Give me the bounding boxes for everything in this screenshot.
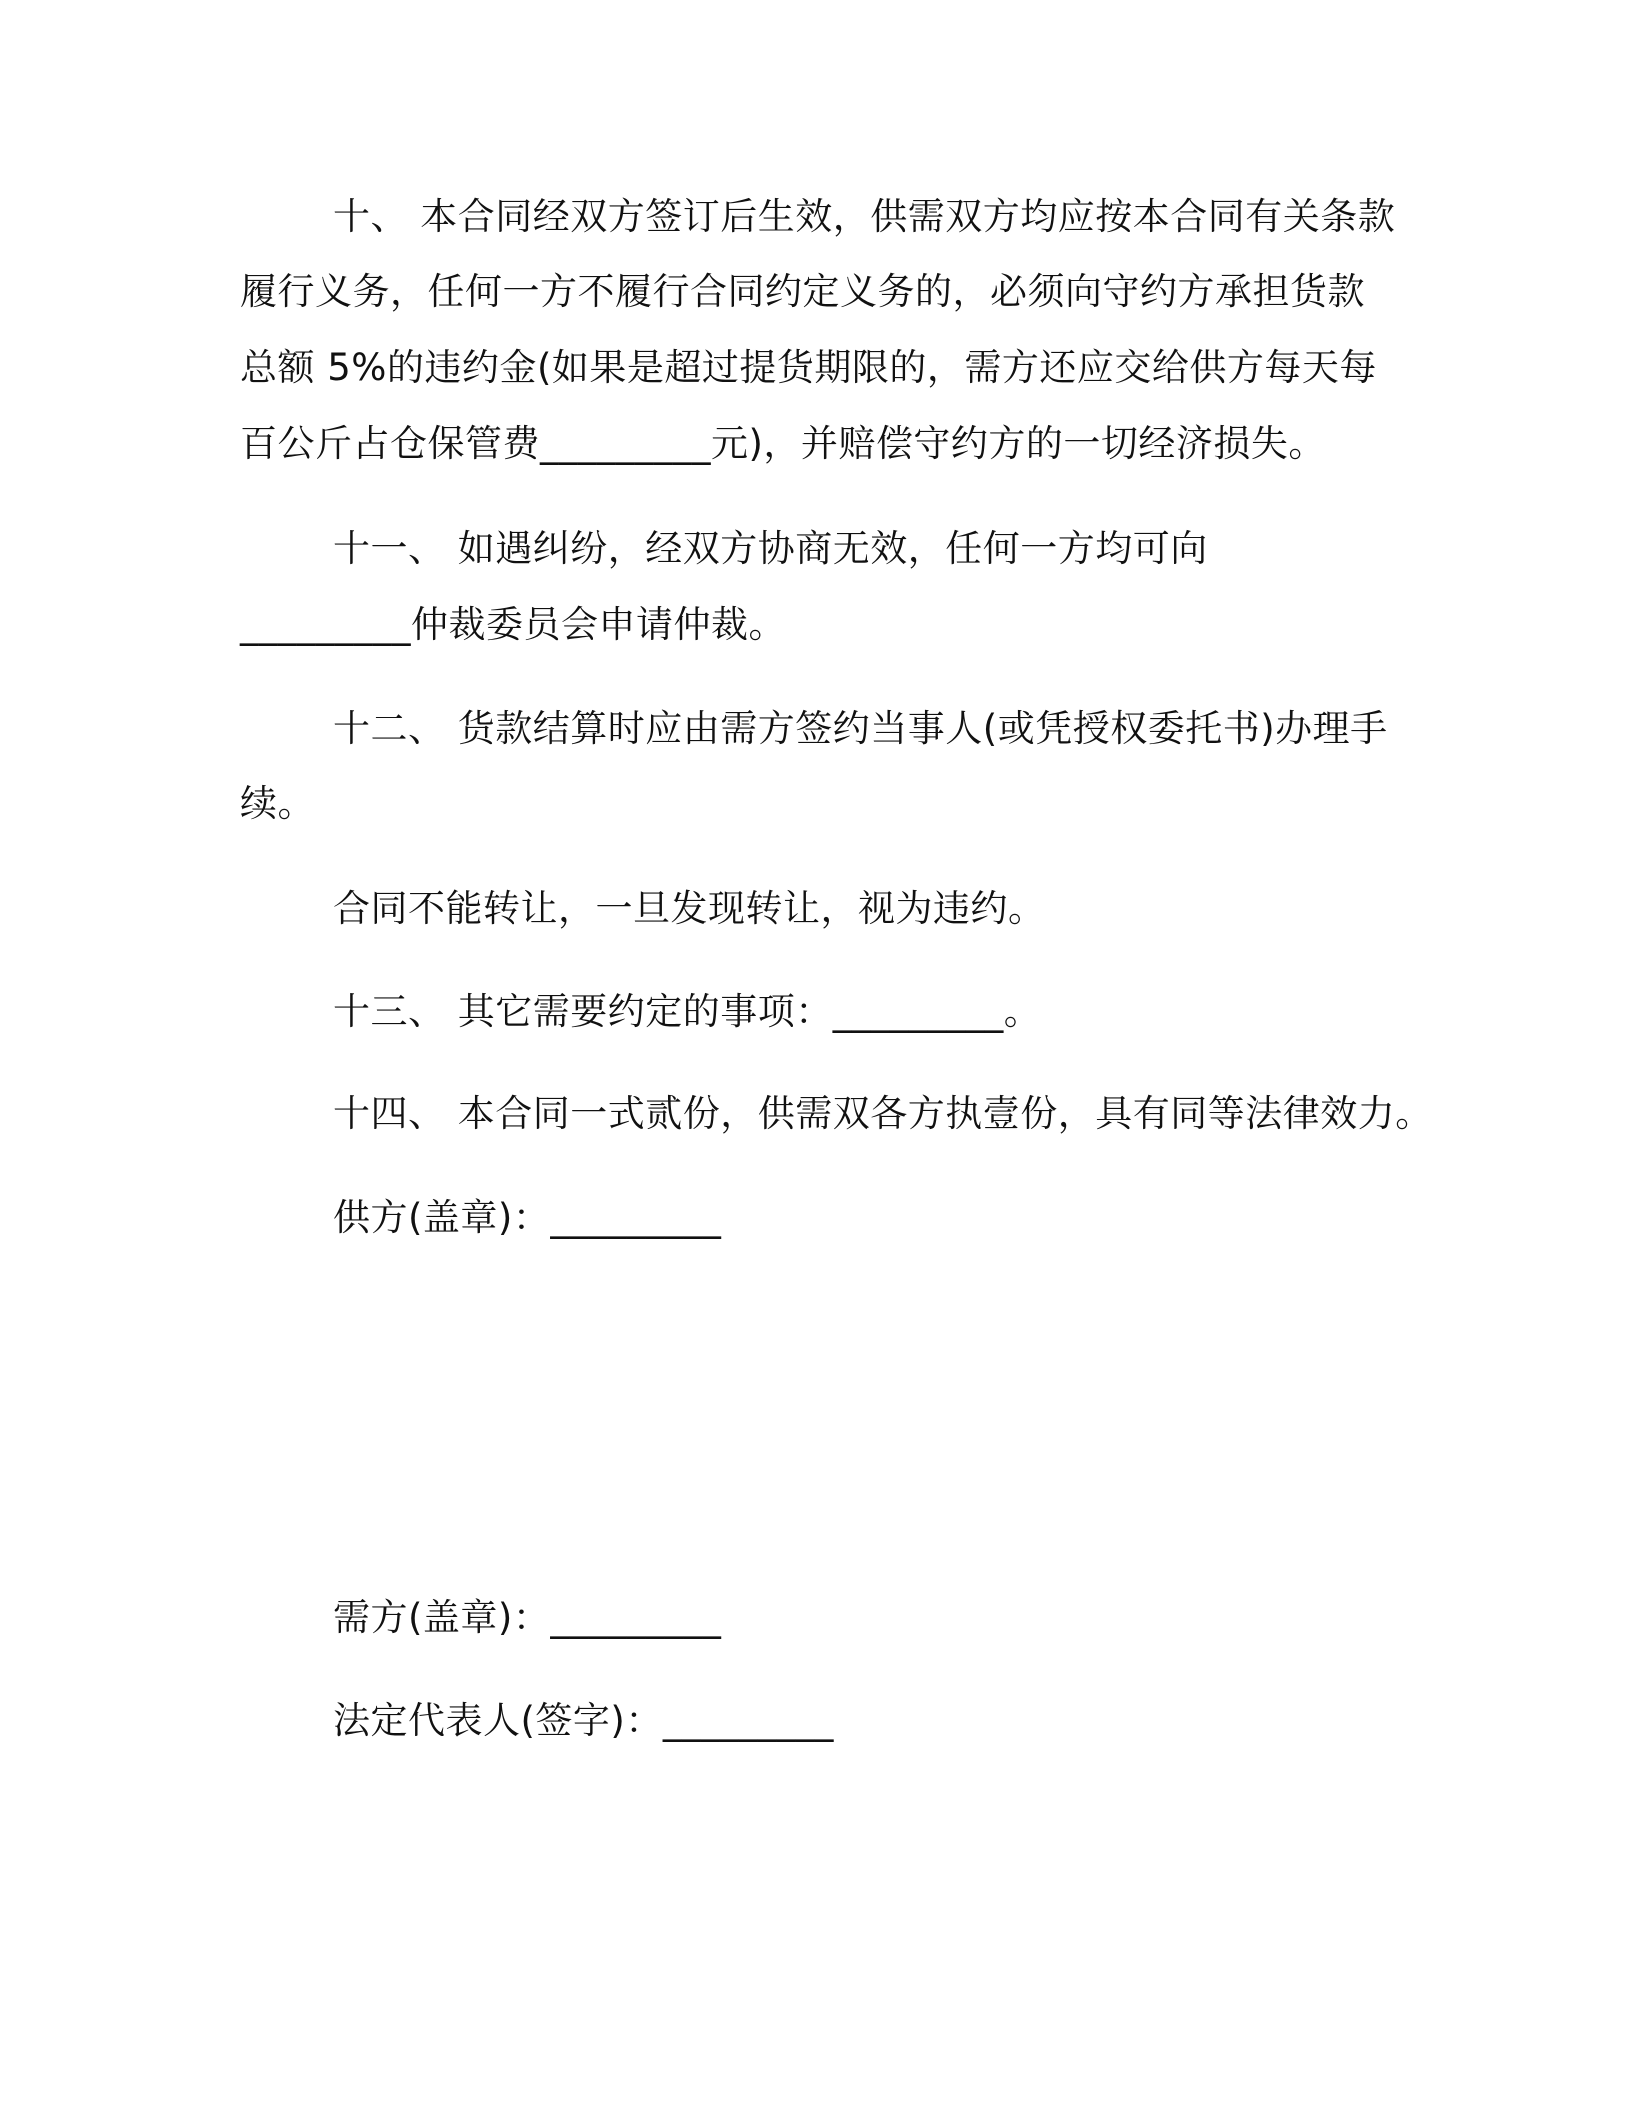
supplier-signature-line: 供方(盖章)：_________: [333, 1196, 722, 1239]
clause-12-line-3: 合同不能转让，一旦发现转让，视为违约。: [333, 887, 1046, 930]
clause-12-line-2: 续。: [240, 782, 315, 825]
clause-10-line-1: 十、 本合同经双方签订后生效，供需双方均应按本合同有关条款: [333, 195, 1396, 238]
buyer-signature-line: 需方(盖章)：_________: [333, 1596, 722, 1639]
clause-14-line-1: 十四、 本合同一式贰份，供需双各方执壹份，具有同等法律效力。: [333, 1092, 1433, 1135]
clause-11-line-2: _________仲裁委员会申请仲裁。: [240, 603, 786, 646]
clause-11-line-1: 十一、 如遇纠纷，经双方协商无效，任何一方均可向: [333, 527, 1208, 570]
clause-10-line-3: 总额 5%的违约金(如果是超过提货期限的，需方还应交给供方每天每: [240, 346, 1377, 389]
clause-10-line-2: 履行义务，任何一方不履行合同约定义务的，必须向守约方承担货款: [240, 270, 1365, 313]
clause-12-line-1: 十二、 货款结算时应由需方签约当事人(或凭授权委托书)办理手: [333, 707, 1388, 750]
clause-10-line-4: 百公斤占仓保管费_________元)，并赔偿守约方的一切经济损失。: [240, 422, 1326, 465]
clause-13-line-1: 十三、 其它需要约定的事项：_________。: [333, 990, 1042, 1033]
legal-representative-signature-line: 法定代表人(签字)：_________: [333, 1699, 834, 1742]
